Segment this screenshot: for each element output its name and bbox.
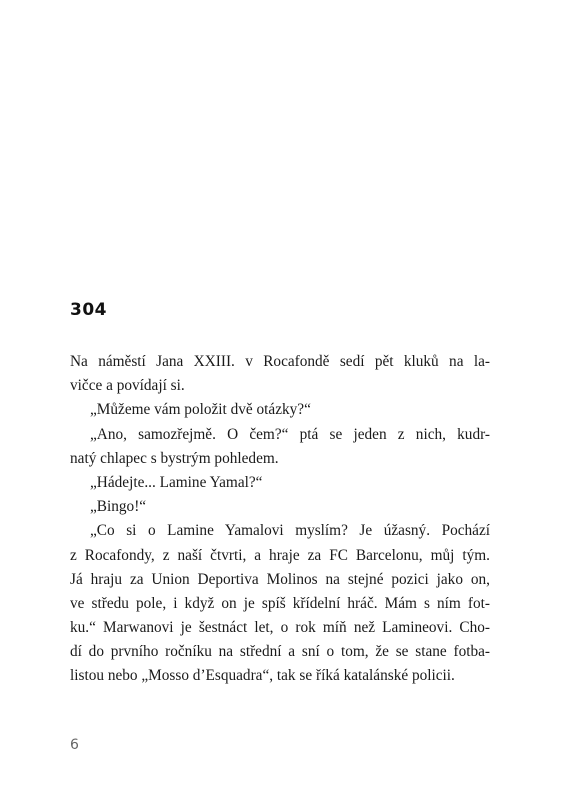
page-number: 6	[70, 737, 79, 753]
text-line: ve středu pole, i když on je spíš křídelní hráč. Mám s ním fot-	[70, 594, 490, 612]
text-line: dí do prvního ročníku na střední a sní o tom, že se stane fotba-	[70, 643, 490, 661]
text-line: natý chlapec s bystrým pohledem.	[70, 449, 279, 467]
body-text	[70, 350, 490, 689]
text-line: „Můžeme vám položit dvě otázky?“	[90, 401, 311, 419]
text-line: „Ano, samozřejmě. O čem?“ ptá se jeden z nich, kudr-	[90, 425, 490, 443]
text-line: „Bingo!“	[90, 498, 147, 516]
text-line: vičce a povídají si.	[70, 377, 185, 395]
text-line: listou nebo „Mosso d’Esquadra“, tak se říká katalánské policii.	[70, 667, 455, 685]
text-line: ku.“ Marwanovi je šestnáct let, o rok míň než Lamineovi. Cho-	[70, 619, 490, 637]
text-line: Na náměstí Jana XXIII. v Rocafondě sedí pět kluků na la-	[70, 353, 490, 370]
text-line: Já hraju za Union Deportiva Molinos na stejné pozici jako on,	[70, 570, 490, 588]
text-line: „Co si o Lamine Yamalovi myslím? Je úžasný. Pochází	[90, 522, 490, 540]
text-line: „Hádejte... Lamine Yamal?“	[90, 473, 263, 491]
chapter-number: 304	[70, 300, 107, 320]
text-line: z Rocafondy, z naší čtvrti, a hraje za FC Barcelonu, můj tým.	[70, 546, 490, 564]
